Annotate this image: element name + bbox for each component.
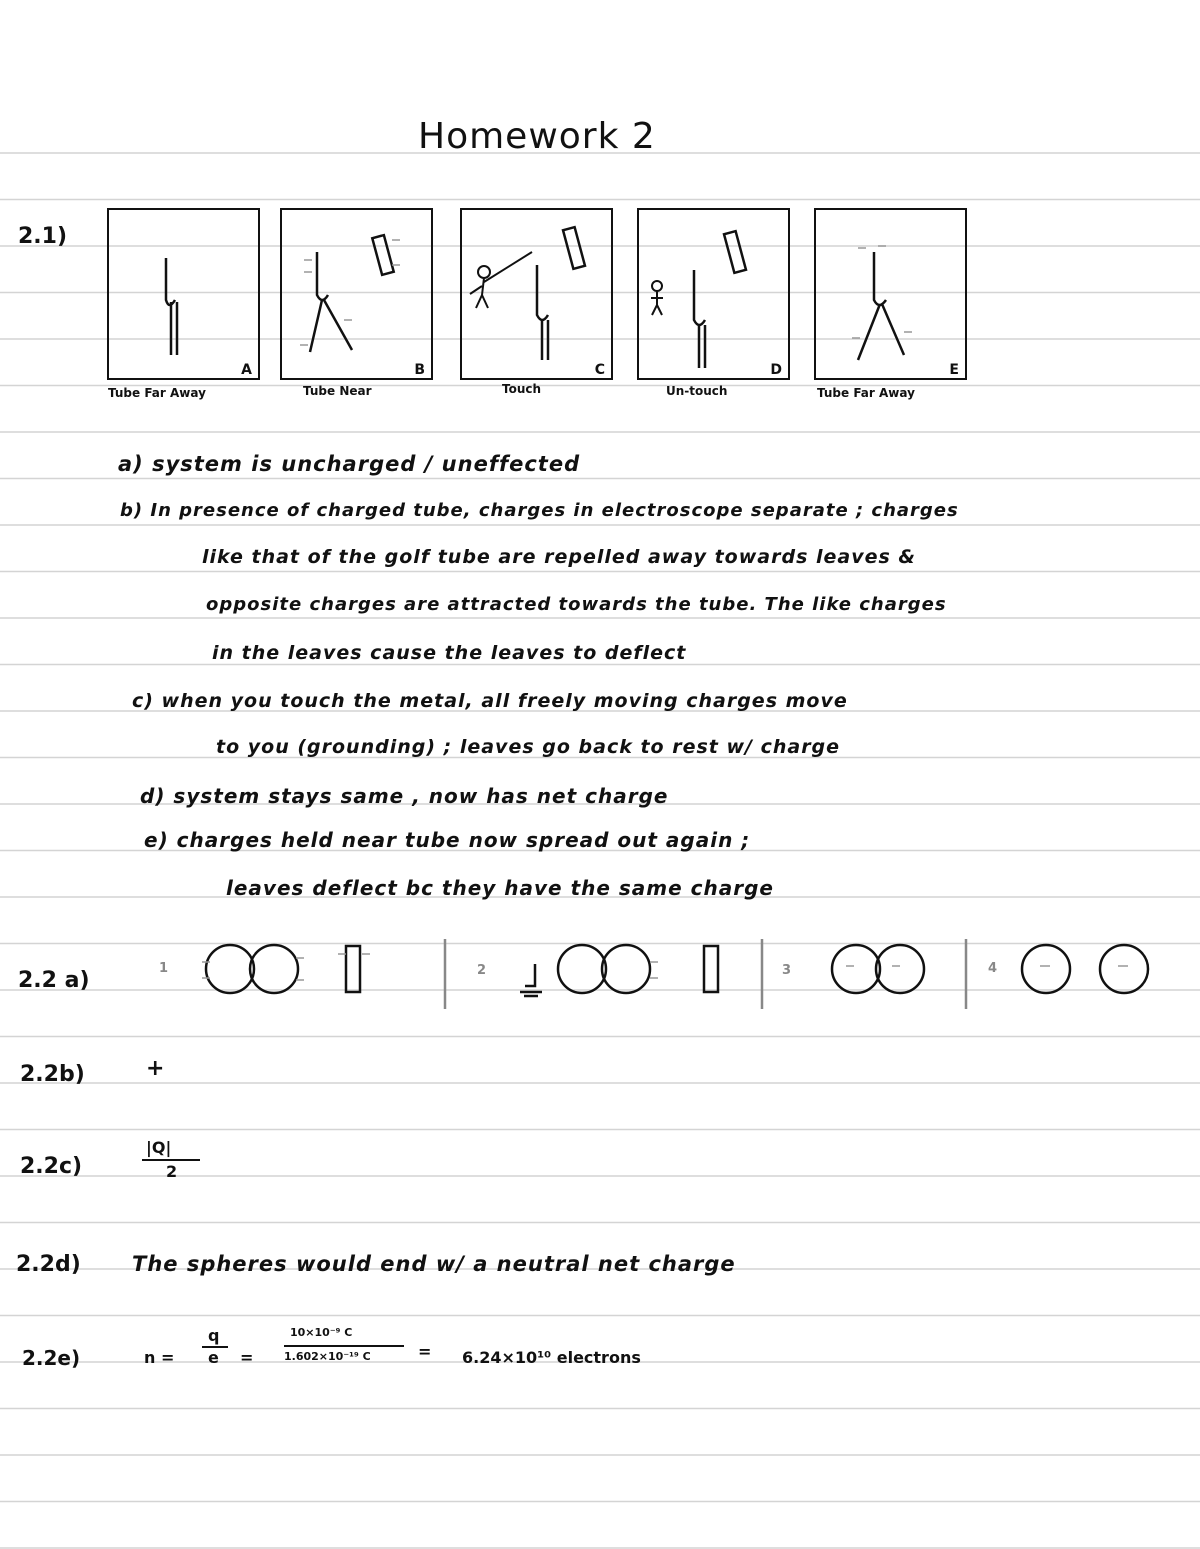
question-2-2a-label: 2.2 a) <box>18 968 90 993</box>
answer-2-1-b-line-2: like that of the golf tube are repelled away towards leaves & <box>202 546 916 568</box>
panel-caption-e: Tube Far Away <box>817 386 915 400</box>
answer-2-1-b-line-4: in the leaves cause the leaves to deflect <box>212 642 687 664</box>
panel-e <box>814 208 967 380</box>
answer-2-1-a: a) system is uncharged / uneffected <box>118 452 581 476</box>
panel-caption-c: Touch <box>502 382 542 396</box>
question-2-2c-label: 2.2c) <box>20 1154 83 1179</box>
step-2-marker: 2 <box>477 963 487 978</box>
panel-b <box>280 208 433 380</box>
fraction-1-numerator: q <box>208 1326 220 1345</box>
equation-lhs: n = <box>144 1348 175 1367</box>
question-2-2d-label: 2.2d) <box>16 1252 81 1277</box>
fraction-2-line <box>284 1345 404 1347</box>
answer-2-2d: The spheres would end w/ a neutral net charge <box>132 1252 736 1276</box>
equals-sign-2: = <box>418 1342 432 1361</box>
answer-2-2c-denominator: 2 <box>166 1162 178 1181</box>
fraction-2-denominator: 1.602×10⁻¹⁹ C <box>284 1350 371 1363</box>
page-title: Homework 2 <box>418 116 656 157</box>
answer-2-1-c-line-2: to you (grounding) ; leaves go back to rest w/ charge <box>216 736 841 758</box>
question-2-2b-label: 2.2b) <box>20 1062 85 1087</box>
panel-a <box>107 208 260 380</box>
answer-2-1-d: d) system stays same , now has net charge <box>140 784 669 808</box>
panel-letter: B <box>414 362 425 378</box>
panel-letter: C <box>594 362 605 378</box>
step-3-marker: 3 <box>782 963 792 978</box>
panel-letter: D <box>770 362 782 378</box>
step-1-marker: 1 <box>159 961 169 976</box>
equals-sign: = <box>240 1348 254 1367</box>
question-2-1-label: 2.1) <box>18 224 68 249</box>
panel-caption-b: Tube Near <box>303 384 372 398</box>
sphere-charging-diagram <box>150 934 1160 1016</box>
answer-2-1-c-line-1: c) when you touch the metal, all freely moving charges move <box>132 690 848 712</box>
panel-c <box>460 208 613 380</box>
electroscope-touch-drawing <box>462 210 615 382</box>
answer-2-2c-numerator: |Q| <box>146 1138 172 1157</box>
panel-letter: E <box>949 362 959 378</box>
panel-letter: A <box>241 362 252 378</box>
panel-d <box>637 208 790 380</box>
electroscope-uncharged-drawing <box>109 210 262 382</box>
fraction-2-numerator: 10×10⁻⁹ C <box>290 1326 353 1339</box>
answer-2-2e-result: 6.24×10¹⁰ electrons <box>462 1348 641 1367</box>
electroscope-untouch-drawing <box>639 210 792 382</box>
electroscope-tube-far-drawing <box>816 210 969 382</box>
question-2-2e-label: 2.2e) <box>22 1346 81 1370</box>
answer-2-1-e-line-1: e) charges held near tube now spread out again ; <box>144 828 751 852</box>
answer-2-2b: + <box>146 1056 165 1081</box>
fraction-line <box>142 1159 200 1161</box>
electroscope-tube-near-drawing <box>282 210 435 382</box>
answer-2-1-b-line-1: b) In presence of charged tube, charges in electroscope separate ; charges <box>120 500 959 521</box>
answer-2-1-e-line-2: leaves deflect bc they have the same charge <box>226 876 774 900</box>
fraction-1-denominator: e <box>208 1348 219 1367</box>
step-4-marker: 4 <box>988 961 998 976</box>
answer-2-1-b-line-3: opposite charges are attracted towards the tube. The like charges <box>206 594 947 615</box>
panel-caption-d: Un-touch <box>666 384 728 398</box>
panel-caption-a: Tube Far Away <box>108 386 206 400</box>
